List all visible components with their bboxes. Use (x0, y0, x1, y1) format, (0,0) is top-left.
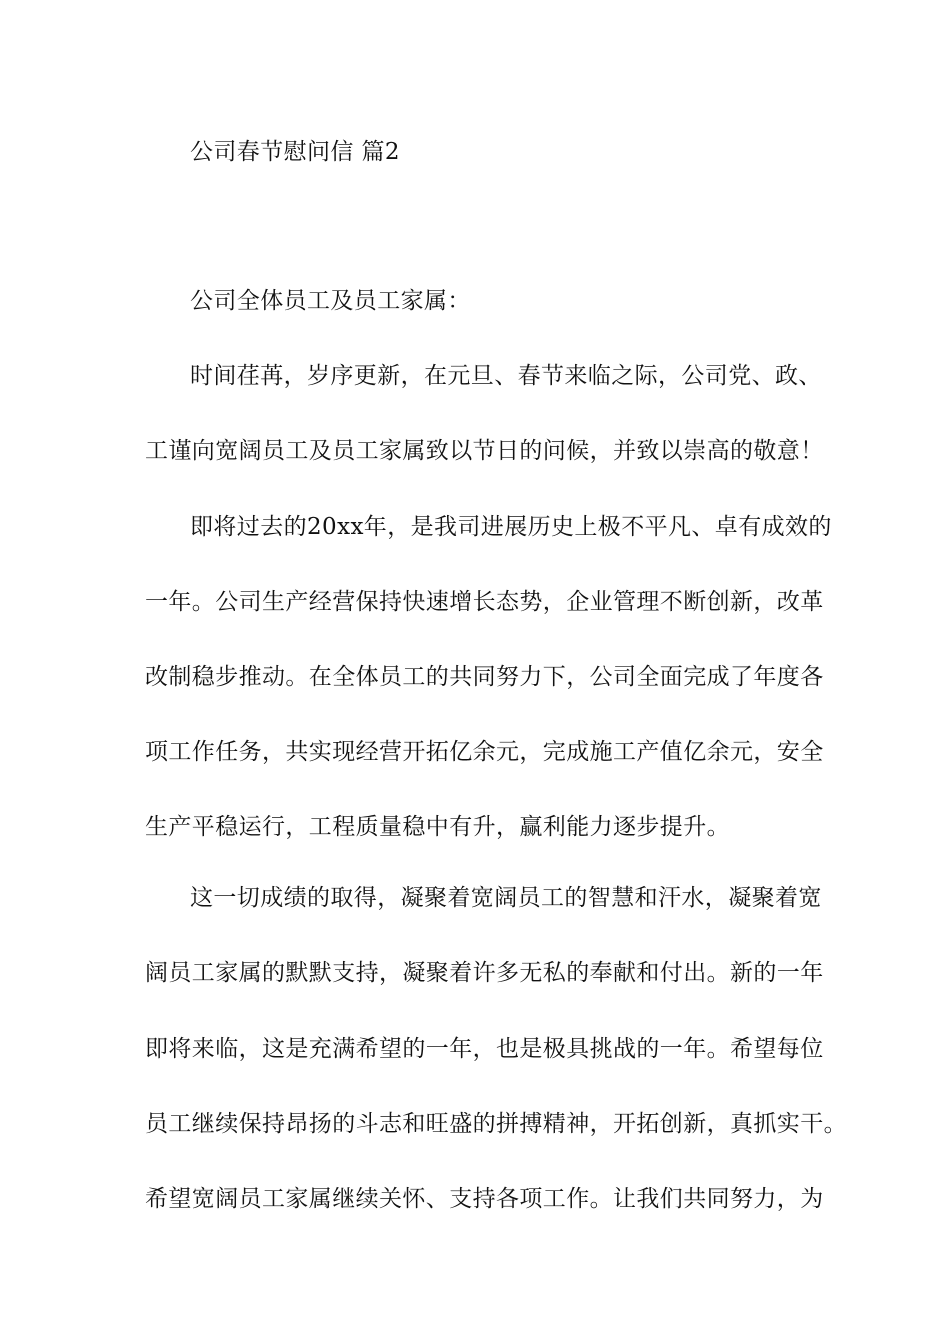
paragraph-2-line-1: 即将过去的20xx年，是我司进展历史上极不平凡、卓有成效的 (190, 514, 832, 540)
paragraph-2-line-3: 改制稳步推动。在全体员工的共同努力下，公司全面完成了年度各 (145, 664, 824, 690)
paragraph-1-line-2: 工谨向宽阔员工及员工家属致以节日的问候，并致以崇高的敬意！ (145, 438, 824, 464)
paragraph-3-line-5: 希望宽阔员工家属继续关怀、支持各项工作。让我们共同努力，为 (145, 1186, 824, 1212)
paragraph-1-line-1: 时间荏苒，岁序更新，在元旦、春节来临之际，公司党、政、 (190, 363, 822, 389)
paragraph-3-line-2: 阔员工家属的默默支持，凝聚着许多无私的奉献和付出。新的一年 (145, 960, 824, 986)
paragraph-3-line-1: 这一切成绩的取得，凝聚着宽阔员工的智慧和汗水，凝聚着宽 (190, 885, 822, 911)
salutation: 公司全体员工及员工家属： (190, 288, 471, 314)
paragraph-2-line-5: 生产平稳运行，工程质量稳中有升，赢利能力逐步提升。 (145, 814, 730, 840)
paragraph-3-line-3: 即将来临，这是充满希望的一年，也是极具挑战的一年。希望每位 (145, 1036, 824, 1062)
document-title: 公司春节慰问信 篇2 (190, 139, 400, 165)
paragraph-2-line-4: 项工作任务，共实现经营开拓亿余元，完成施工产值亿余元，安全 (145, 739, 824, 765)
paragraph-2-line-2: 一年。公司生产经营保持快速增长态势，企业管理不断创新，改革 (145, 589, 824, 615)
paragraph-3-line-4: 员工继续保持昂扬的斗志和旺盛的拼搏精神，开拓创新，真抓实干。 (145, 1111, 847, 1137)
